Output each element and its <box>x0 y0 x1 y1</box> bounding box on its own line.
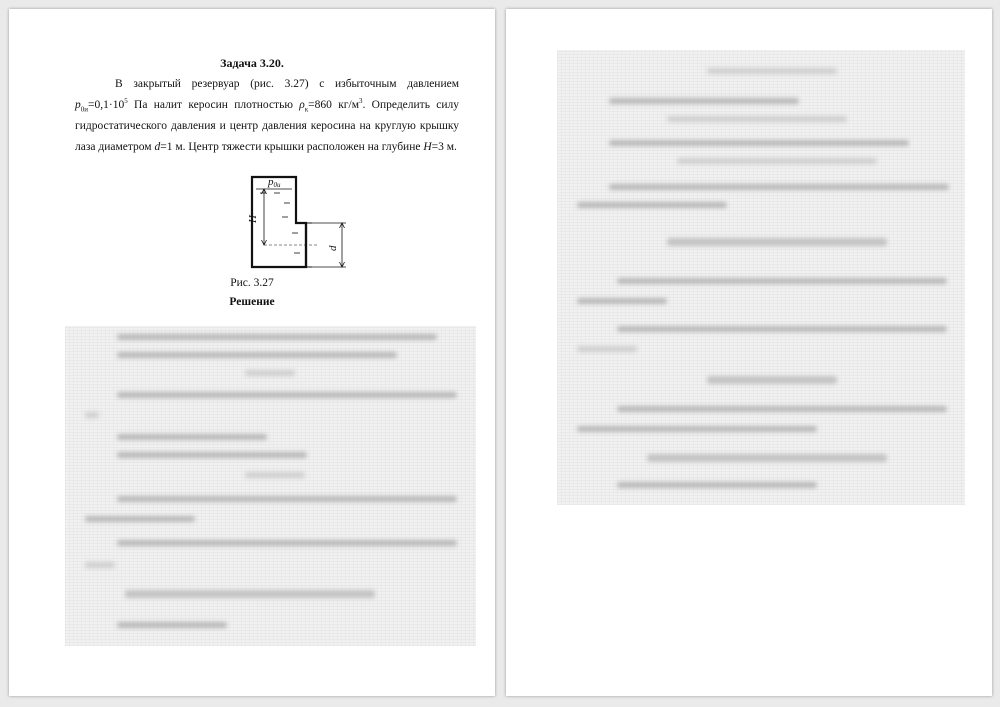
depth-symbol: H <box>423 141 432 153</box>
depth-value: =3 м. <box>431 141 457 153</box>
blurred-line <box>609 184 949 190</box>
blurred-formula <box>125 590 375 598</box>
document-page-right <box>506 9 992 696</box>
blurred-line <box>617 278 947 284</box>
blurred-line <box>577 298 667 304</box>
problem-title: Задача 3.20. <box>220 56 284 70</box>
blurred-line <box>609 140 909 146</box>
blurred-line <box>609 98 799 104</box>
density-symbol: ρ <box>299 99 305 111</box>
figure-label-diameter: d <box>327 245 339 251</box>
blurred-formula <box>707 68 837 74</box>
density-value: =860 кг/м <box>308 99 359 111</box>
blurred-line <box>117 622 227 628</box>
pressure-unit-text: Па налит керосин плотностью <box>134 99 300 111</box>
figure-label-pressure: p0и <box>268 176 281 189</box>
blurred-line <box>85 562 115 568</box>
blurred-formula <box>647 454 887 462</box>
blurred-line <box>577 346 637 352</box>
blurred-line <box>117 352 397 358</box>
blurred-solution-preview <box>65 326 476 646</box>
blurred-formula <box>245 472 305 478</box>
blurred-line <box>117 496 457 502</box>
pressure-symbol: p <box>75 99 81 111</box>
diameter-value: =1 м. Центр тяжести крышки расположен на глубине <box>160 141 424 153</box>
blurred-line <box>85 516 195 522</box>
blurred-line <box>117 452 307 458</box>
blurred-line <box>617 326 947 332</box>
blurred-line <box>617 482 817 488</box>
document-page-left <box>9 9 495 696</box>
figure-caption: Рис. 3.27 <box>230 277 274 289</box>
pressure-value: =0,1·10 <box>88 99 125 111</box>
blurred-line <box>617 406 947 412</box>
blurred-line <box>577 202 727 208</box>
pressure-subscript: 0и <box>80 105 88 114</box>
tank-outline <box>252 177 306 267</box>
blurred-formula <box>667 116 847 122</box>
problem-statement <box>75 74 459 158</box>
blurred-line <box>117 434 267 440</box>
blurred-formula <box>245 370 295 376</box>
density-exponent: 3 <box>358 97 363 106</box>
statement-text-1: В закрытый резервуар (рис. 3.27) с избыточным давлением <box>115 78 459 90</box>
blurred-line <box>85 412 99 418</box>
blurred-line <box>117 540 457 546</box>
solution-heading: Решение <box>229 296 275 308</box>
blurred-line <box>117 392 457 398</box>
density-subscript: к <box>304 105 309 114</box>
blurred-formula <box>707 376 837 384</box>
blurred-line <box>577 426 817 432</box>
blurred-line <box>117 334 437 340</box>
blurred-formula <box>677 158 877 164</box>
diameter-symbol: d <box>154 141 161 153</box>
statement-text-2: . Определить силу гидростатического давления и центр давления керосина на круглую крышку лаза диаметром <box>75 99 460 153</box>
reservoir-figure <box>234 171 354 271</box>
blurred-formula <box>667 238 887 246</box>
pressure-exponent: 5 <box>124 97 128 106</box>
blurred-solution-continuation <box>557 50 965 505</box>
figure-label-depth: H <box>247 215 259 223</box>
